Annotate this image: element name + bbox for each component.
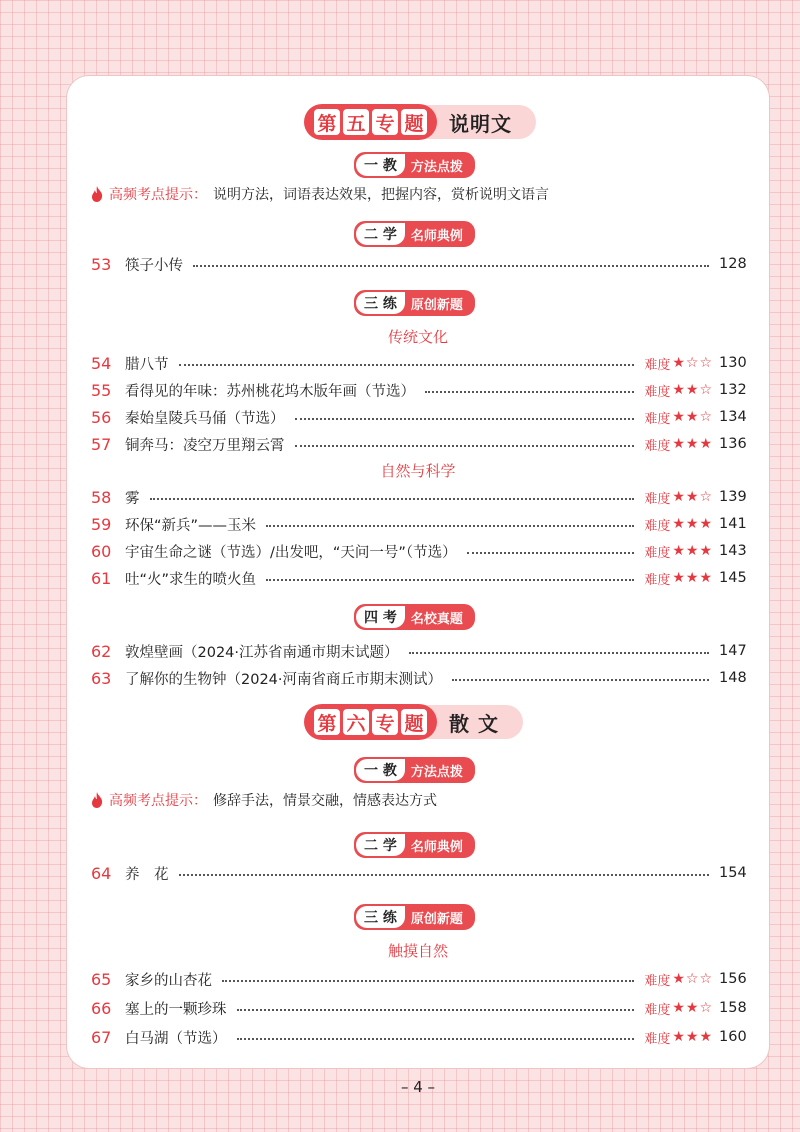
badge-label: 四 考 <box>356 606 405 628</box>
topic-title: 散 文 <box>423 705 523 739</box>
toc-row[interactable] <box>91 640 745 662</box>
item-page: 136 <box>719 436 747 452</box>
topic-char: 题 <box>401 109 427 135</box>
leader-dots <box>222 980 634 982</box>
difficulty-label: 难度 <box>644 411 671 427</box>
badge-exam <box>354 604 475 630</box>
toc-row[interactable] <box>91 433 745 455</box>
badge-subtitle: 原创新题 <box>410 911 463 927</box>
item-title: 秦始皇陵兵马俑（节选） <box>125 410 285 427</box>
item-page: 130 <box>719 355 747 371</box>
hint-text: 说明方法，词语表达效果，把握内容，赏析说明文语言 <box>213 187 549 203</box>
item-page: 160 <box>719 1029 747 1045</box>
difficulty-stars: ★★☆ <box>672 382 713 398</box>
badge-label: 一 教 <box>356 759 405 781</box>
topic-char: 题 <box>401 709 427 735</box>
badge-practice <box>354 290 475 316</box>
topic-pill <box>304 104 437 140</box>
item-number: 54 <box>91 353 112 373</box>
item-page: 147 <box>719 643 747 659</box>
leader-dots <box>452 679 709 681</box>
difficulty-label: 难度 <box>644 438 671 454</box>
item-title: 腊八节 <box>125 356 169 373</box>
difficulty-label: 难度 <box>644 1002 671 1018</box>
item-title: 铜奔马：凌空万里翔云霄 <box>125 437 285 454</box>
toc-row[interactable] <box>91 486 745 508</box>
topic-char: 第 <box>314 709 340 735</box>
badge-teach <box>354 152 475 178</box>
toc-row[interactable] <box>91 253 745 275</box>
badge-teach <box>354 757 475 783</box>
item-page: 148 <box>719 670 747 686</box>
difficulty-label: 难度 <box>644 518 671 534</box>
item-title: 了解你的生物钟（2024·河南省商丘市期末测试） <box>125 671 443 688</box>
badge-subtitle: 方法点拨 <box>410 764 463 780</box>
item-page: 158 <box>719 1000 747 1016</box>
difficulty-stars: ★☆☆ <box>672 355 713 371</box>
hint-label: 高频考点提示： <box>109 793 207 809</box>
difficulty-label: 难度 <box>644 491 671 507</box>
item-title: 吐“火”求生的喷火鱼 <box>125 571 257 588</box>
badge-learn <box>354 832 475 858</box>
category-heading: 传统文化 <box>387 328 448 346</box>
difficulty-stars: ★★★ <box>672 570 713 586</box>
hint-text: 修辞手法，情景交融，情感表达方式 <box>213 793 437 809</box>
difficulty-stars: ★★★ <box>672 436 713 452</box>
topic-banner-5 <box>304 104 536 140</box>
exam-hint <box>91 184 549 204</box>
item-page: 143 <box>719 543 747 559</box>
difficulty-label: 难度 <box>644 384 671 400</box>
toc-row[interactable] <box>91 667 745 689</box>
leader-dots <box>295 445 635 447</box>
difficulty-stars: ★☆☆ <box>672 971 713 987</box>
toc-row[interactable] <box>91 379 745 401</box>
difficulty-stars: ★★★ <box>672 516 713 532</box>
item-number: 55 <box>91 380 112 400</box>
leader-dots <box>295 418 635 420</box>
leader-dots <box>237 1009 635 1011</box>
item-page: 145 <box>719 570 747 586</box>
page-number: – 4 – <box>400 1078 436 1096</box>
topic-banner-6 <box>304 704 523 740</box>
toc-row[interactable] <box>91 513 745 535</box>
difficulty-label: 难度 <box>644 357 671 373</box>
topic-char: 专 <box>372 709 398 735</box>
difficulty-label: 难度 <box>644 973 671 989</box>
badge-practice <box>354 904 475 930</box>
leader-dots <box>193 265 709 267</box>
item-number: 66 <box>91 998 112 1018</box>
item-number: 63 <box>91 668 112 688</box>
badge-subtitle: 名师典例 <box>410 228 463 244</box>
toc-row[interactable] <box>91 406 745 428</box>
flame-icon <box>91 792 103 808</box>
item-page: 128 <box>719 256 747 272</box>
topic-title: 说明文 <box>423 105 536 139</box>
leader-dots <box>179 874 710 876</box>
toc-row[interactable] <box>91 968 745 990</box>
item-number: 65 <box>91 969 112 989</box>
item-title: 塞上的一颗珍珠 <box>125 1001 227 1018</box>
badge-subtitle: 原创新题 <box>410 297 463 313</box>
badge-subtitle: 方法点拨 <box>410 159 463 175</box>
item-title: 家乡的山杏花 <box>125 972 212 989</box>
item-number: 59 <box>91 514 112 534</box>
toc-row[interactable] <box>91 567 745 589</box>
difficulty-stars: ★★★ <box>672 1029 713 1045</box>
item-title: 环保“新兵”——玉米 <box>125 517 257 534</box>
item-page: 134 <box>719 409 747 425</box>
hint-label: 高频考点提示： <box>109 187 207 203</box>
badge-label: 三 练 <box>356 906 405 928</box>
difficulty-stars: ★★★ <box>672 543 713 559</box>
toc-row[interactable] <box>91 540 745 562</box>
item-number: 67 <box>91 1027 112 1047</box>
difficulty-label: 难度 <box>644 545 671 561</box>
leader-dots <box>179 364 635 366</box>
item-title: 宇宙生命之谜（节选）/出发吧，“天问一号”（节选） <box>125 544 457 561</box>
leader-dots <box>467 552 635 554</box>
item-title: 敦煌壁画（2024·江苏省南通市期末试题） <box>125 644 399 661</box>
badge-label: 三 练 <box>356 292 405 314</box>
category-heading: 触摸自然 <box>387 942 448 960</box>
item-title: 看得见的年味：苏州桃花坞木版年画（节选） <box>125 383 415 400</box>
topic-char: 第 <box>314 109 340 135</box>
item-page: 156 <box>719 971 747 987</box>
item-title: 雾 <box>125 490 140 507</box>
item-page: 154 <box>719 865 747 881</box>
topic-char: 专 <box>372 109 398 135</box>
difficulty-stars: ★★☆ <box>672 409 713 425</box>
difficulty-stars: ★★☆ <box>672 1000 713 1016</box>
item-page: 139 <box>719 489 747 505</box>
toc-row[interactable] <box>91 1026 745 1048</box>
item-title: 养 花 <box>125 866 169 883</box>
difficulty-stars: ★★☆ <box>672 489 713 505</box>
topic-char: 六 <box>343 709 369 735</box>
badge-learn <box>354 221 475 247</box>
difficulty-label: 难度 <box>644 1031 671 1047</box>
item-page: 141 <box>719 516 747 532</box>
item-number: 58 <box>91 487 112 507</box>
category-heading: 自然与科学 <box>380 462 456 480</box>
item-number: 62 <box>91 641 112 661</box>
item-number: 64 <box>91 863 112 883</box>
topic-pill <box>304 704 437 740</box>
item-number: 60 <box>91 541 112 561</box>
badge-label: 二 学 <box>356 223 405 245</box>
item-page: 132 <box>719 382 747 398</box>
leader-dots <box>425 391 634 393</box>
item-number: 56 <box>91 407 112 427</box>
item-title: 白马湖（节选） <box>125 1030 227 1047</box>
toc-row[interactable] <box>91 997 745 1019</box>
badge-subtitle: 名校真题 <box>410 611 463 627</box>
item-number: 61 <box>91 568 112 588</box>
badge-label: 二 学 <box>356 834 405 856</box>
leader-dots <box>266 579 634 581</box>
toc-row[interactable] <box>91 862 745 884</box>
item-number: 53 <box>91 254 112 274</box>
exam-hint <box>91 790 437 810</box>
flame-icon <box>91 186 103 202</box>
leader-dots <box>266 525 634 527</box>
leader-dots <box>150 498 635 500</box>
toc-row[interactable] <box>91 352 745 374</box>
leader-dots <box>237 1038 635 1040</box>
item-number: 57 <box>91 434 112 454</box>
topic-char: 五 <box>343 109 369 135</box>
badge-label: 一 教 <box>356 154 405 176</box>
leader-dots <box>409 652 709 654</box>
difficulty-label: 难度 <box>644 572 671 588</box>
item-title: 筷子小传 <box>125 257 183 274</box>
badge-subtitle: 名师典例 <box>410 839 463 855</box>
